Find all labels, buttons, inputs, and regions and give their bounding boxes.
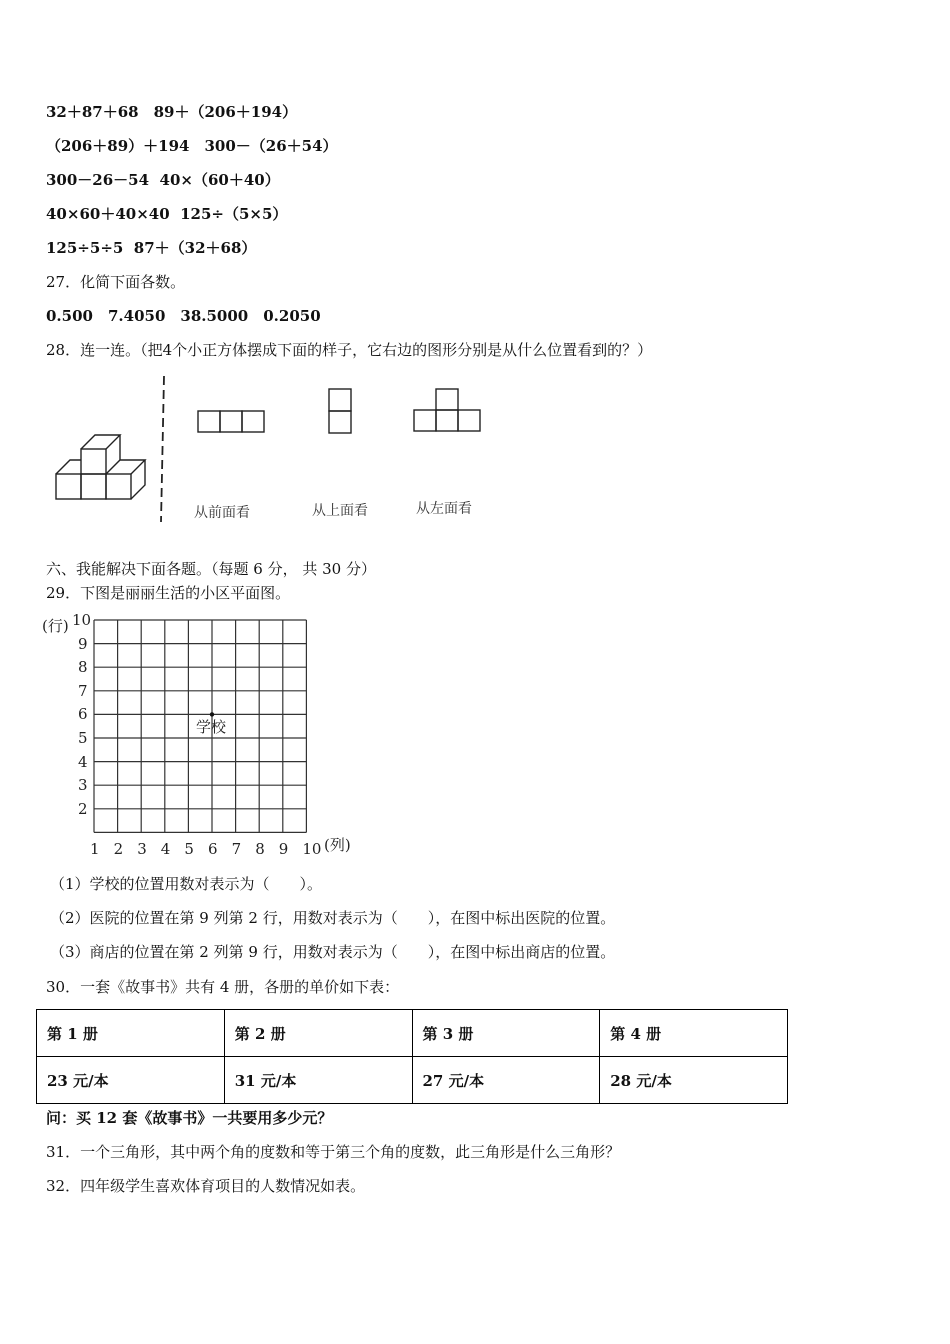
table-cell: 27 元/本 [412, 1057, 600, 1104]
caption-left-view: 从左面看 [416, 501, 472, 517]
table-cell: 28 元/本 [600, 1057, 788, 1104]
row-tick-label: 3 [78, 776, 88, 795]
calc-line-5: 125÷5÷5 87＋（32＋68） [46, 239, 257, 257]
col-tick-label: 3 [137, 840, 147, 859]
row-tick-label: 5 [78, 729, 88, 747]
q30-title: 30．一套《故事书》共有 4 册，各册的单价如下表： [46, 978, 400, 996]
col-tick-label: 1 [90, 840, 100, 859]
col-tick-label: 9 [278, 840, 289, 859]
section6-title: 六、我能解决下面各题。（每题 6 分， 共 30 分） [46, 560, 376, 578]
q29-title: 29．下图是丽丽生活的小区平面图。 [46, 584, 291, 602]
price-table [36, 1009, 788, 1104]
q28-figure [46, 372, 516, 532]
col-tick-label: 2 [113, 840, 124, 859]
col-tick-label: 8 [255, 840, 265, 859]
q31-text: 31．一个三角形，其中两个角的度数和等于第三个角的度数，此三角形是什么三角形？ [46, 1143, 621, 1161]
col-tick-label: 6 [208, 840, 218, 859]
row-tick-label: 4 [78, 752, 88, 771]
col-axis-label: (列) [324, 836, 351, 854]
row-tick-label: 2 [78, 799, 88, 818]
caption-top-view: 从上面看 [312, 503, 368, 519]
row-tick-label: 8 [78, 658, 88, 677]
calc-line-1: 32＋87＋68 89＋（206＋194） [46, 103, 298, 121]
table-header-cell: 第 3 册 [412, 1010, 600, 1057]
calc-line-4: 40×60＋40×40 125÷（5×5） [46, 205, 288, 223]
q30-question: 问：买 12 套《故事书》一共要用多少元？ [46, 1109, 333, 1127]
table-header-cell: 第 2 册 [224, 1010, 412, 1057]
q29-sub1: （1）学校的位置用数对表示为（ ）。 [50, 875, 323, 893]
q27-title: 27．化简下面各数。 [46, 273, 186, 291]
col-tick-label: 10 [302, 840, 322, 859]
cube-stack-drawing [56, 435, 145, 499]
row-tick-label: 10 [72, 611, 92, 629]
q29-sub3: （3）商店的位置在第 2 列第 9 行，用数对表示为（ ），在图中标出商店的位置。 [50, 943, 616, 961]
table-header-cell: 第 4 册 [600, 1010, 788, 1057]
table-row [37, 1010, 788, 1057]
row-tick-label: 9 [78, 634, 88, 653]
top-view-drawing [329, 389, 351, 433]
table-row [37, 1057, 788, 1104]
school-label: 学校 [196, 718, 227, 736]
calc-line-2: （206＋89）＋194 300－（26＋54） [46, 137, 338, 155]
q28-title: 28．连一连。（把4个小正方体摆成下面的样子，它右边的图形分别是从什么位置看到的？） [46, 341, 653, 359]
q29-sub2: （2）医院的位置在第 9 列第 2 行，用数对表示为（ ），在图中标出医院的位置。 [50, 909, 616, 927]
q27-numbers: 0.500 7.4050 38.5000 0.2050 [46, 307, 321, 325]
row-tick-label: 6 [78, 705, 88, 724]
col-tick-label: 5 [184, 840, 194, 859]
left-view-drawing [414, 389, 480, 431]
q32-text: 32．四年级学生喜欢体育项目的人数情况如表。 [46, 1177, 366, 1195]
row-axis-label: (行) [42, 617, 69, 635]
col-tick-label: 7 [231, 840, 242, 859]
dashed-divider [161, 376, 164, 522]
table-cell: 23 元/本 [37, 1057, 225, 1104]
calc-line-3: 300－26－54 40×（60＋40） [46, 171, 280, 189]
caption-front-view: 从前面看 [194, 505, 250, 521]
front-view-drawing [198, 411, 264, 432]
table-header-cell: 第 1 册 [37, 1010, 225, 1057]
table-cell: 31 元/本 [224, 1057, 412, 1104]
row-tick-label: 7 [78, 681, 88, 700]
q29-grid-figure [40, 612, 360, 860]
col-tick-label: 4 [160, 840, 171, 859]
